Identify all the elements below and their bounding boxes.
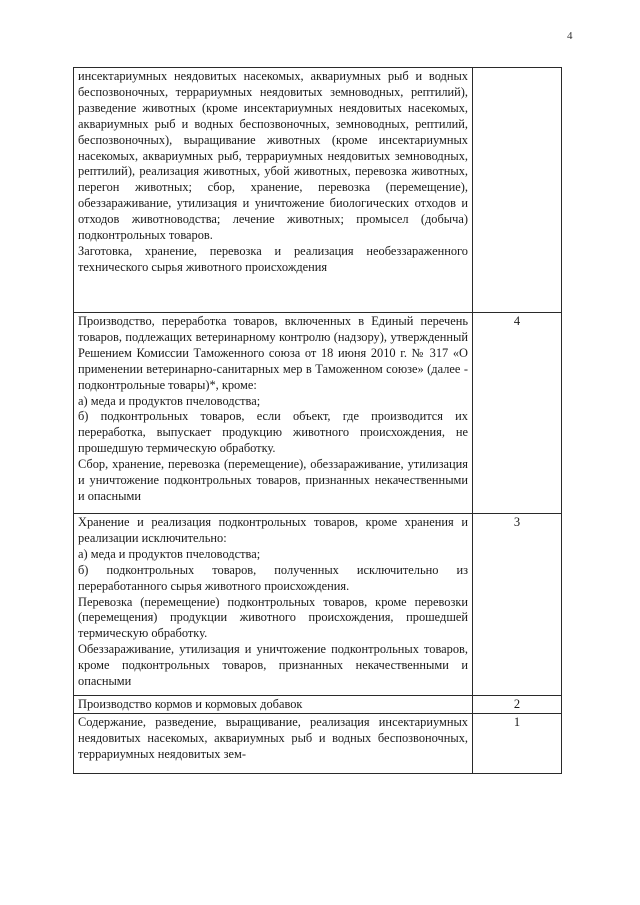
risk-category-cell [473,68,562,313]
paragraph: Заготовка, хранение, перевозка и реализация необеззараженного технического сырья животного происхождения [78,243,468,274]
paragraph: Хранение и реализация подконтрольных товаров, кроме хранения и реализации исключительно: [78,515,468,545]
activity-risk-table [73,67,562,774]
paragraph: Производство кормов и кормовых добавок [78,697,303,711]
activity-description-cell [74,68,473,313]
activity-description-cell [74,713,473,773]
activity-description-cell [74,696,473,714]
paragraph: Обеззараживание, утилизация и уничтожение подконтрольных товаров, кроме подконтрольных товаров, признанных некачественными и опасными [78,642,468,689]
risk-category-cell: 2 [473,696,562,714]
paragraph: Содержание, разведение, выращивание, реализация инсектариумных неядовитых насекомых, аквариумных рыб и водных беспозвоночных, террариумных неядовитых зем- [78,714,468,761]
table-row [74,313,562,514]
risk-category-cell: 4 [473,313,562,514]
paragraph: а) меда и продуктов пчеловодства; [78,393,261,408]
risk-category-cell: 1 [473,713,562,773]
paragraph: а) меда и продуктов пчеловодства; [78,546,261,561]
activity-description-cell [74,514,473,696]
table-row [74,68,562,313]
paragraph: Перевозка (перемещение) подконтрольных товаров, кроме перевозки (перемещения) продукции животного происхождения, прошедшей термическую обработку. [78,594,468,641]
paragraph: инсектариумных неядовитых насекомых, аквариумных рыб и водных беспозвоночных, террариумных неядовитых земноводных, рептилий), разведение животных (кроме инсектариумных неядовитых насекомых, аквариумных рыб и водных беспозвоночных, земноводных, рептилий, беспозвоночных), выращивание животных (кроме инсектариумных насекомых, аквариумных рыб, террариумных неядовитых земноводных, рептилий), реализация животных, убой животных, перевозка животных, перегон животных; сбор, хранение, перевозка (перемещение), обеззараживание, утилизация и уничтожение биологических отходов и отходов животноводства; лечение животных; промысел (добыча) подконтрольных товаров. [78,69,468,243]
paragraph: б) подконтрольных товаров, полученных исключительно из переработанного сырья животного происхождения. [78,562,468,593]
table-row [74,713,562,773]
paragraph: б) подконтрольных товаров, если объект, где производится их переработка, выпускает продукцию животного происхождения, не прошедшую термическую обработку. [78,409,468,456]
paragraph: Производство, переработка товаров, включенных в Единый перечень товаров, подлежащих ветеринарному контролю (надзору), утвержденный Решением Комиссии Таможенного союза от 18 июня 2010 г. № 317 «О применении ветеринарно-санитарных мер в Таможенном союзе» (далее - подконтрольные товары)*, кроме: [78,314,468,392]
paragraph: Сбор, хранение, перевозка (перемещение), обеззараживание, утилизация и уничтожение подконтрольных товаров, признанных некачественными и опасными [78,457,468,503]
risk-category-cell: 3 [473,514,562,696]
table-row [74,696,562,714]
page-number: 4 [567,30,573,42]
table-row [74,514,562,696]
activity-description-cell [74,313,473,514]
